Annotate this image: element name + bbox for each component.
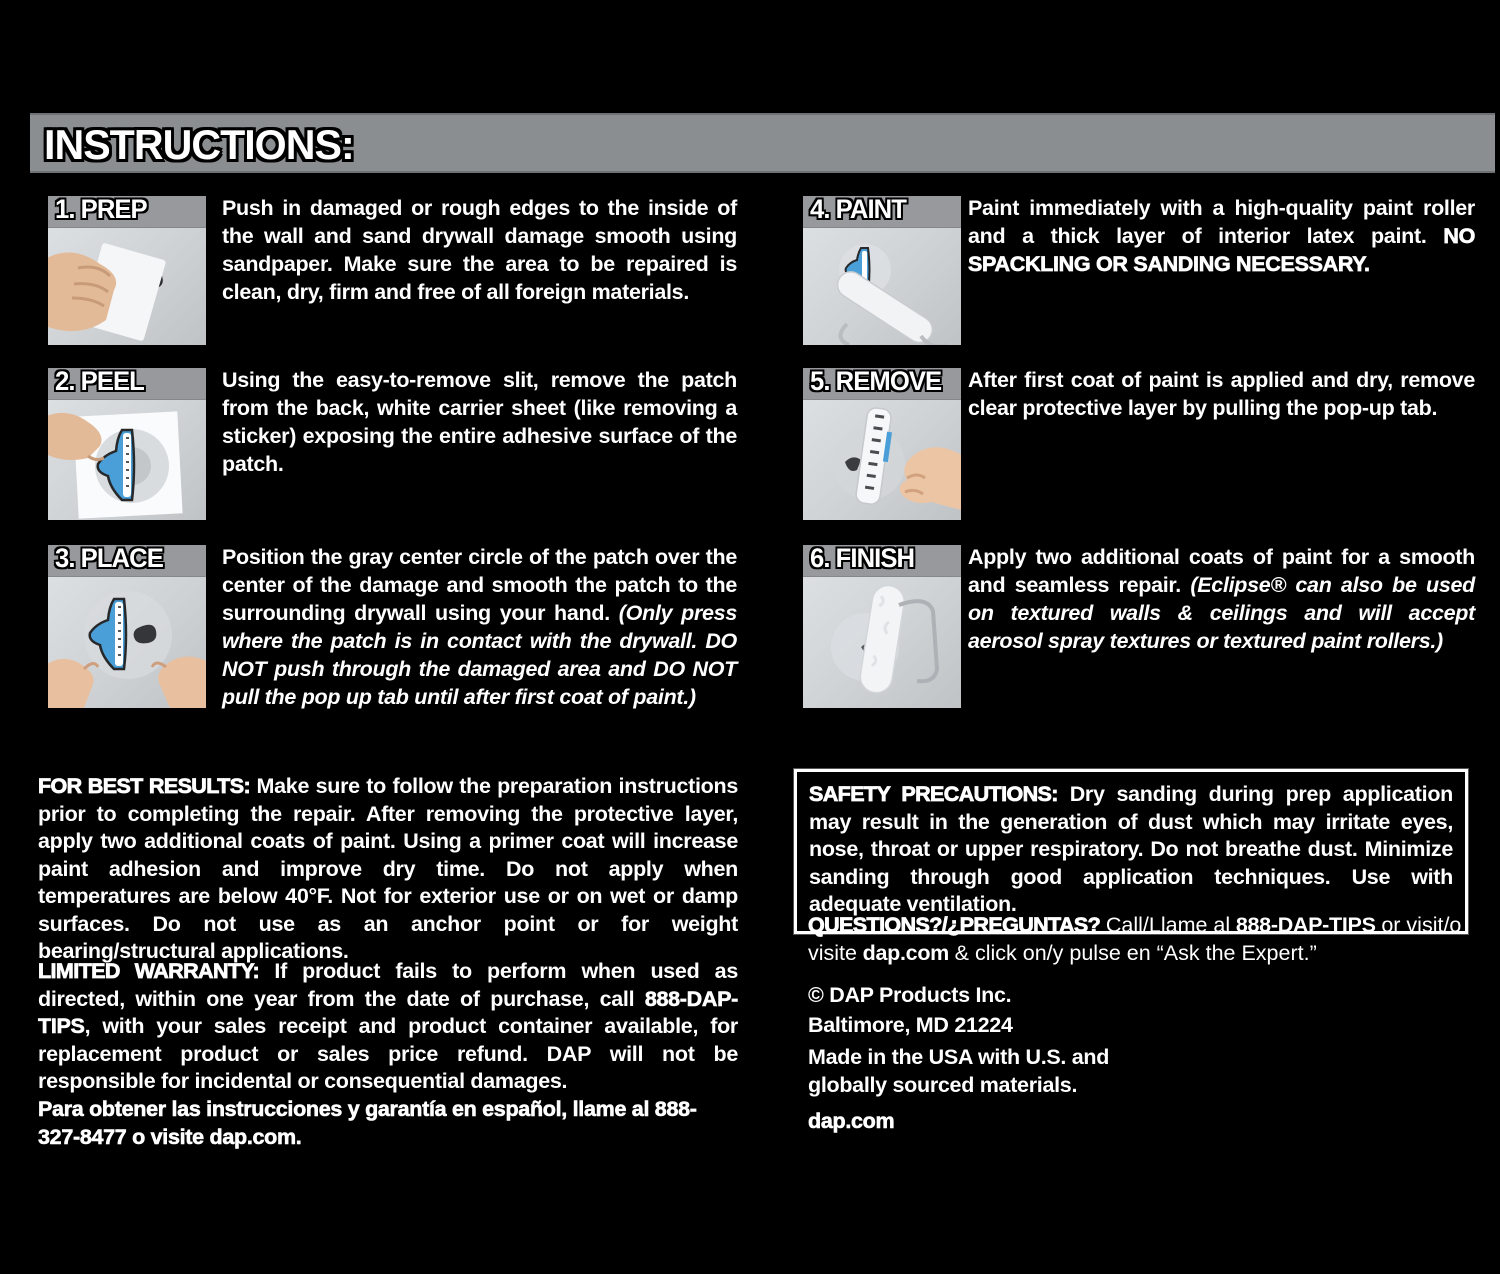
step-text-remove — [968, 366, 1475, 422]
warranty-lead: LIMITED WARRANTY: — [38, 959, 260, 983]
made-in-usa-text: Made in the USA with U.S. and globally sourced materials. — [808, 1045, 1110, 1097]
warranty-phone: 888-DAP-TIPS — [38, 986, 738, 1038]
best-results-text: Make sure to follow the preparation instructions prior to completing the repair. After removing the protective layer, apply two additional coats of paint. Using a primer coat will increase paint adhesion and improve dry time. Do not apply when temperatures are below 40°F. Not for exterior use or on wet or damp surfaces. Do not use as an anchor point or for weight bearing/structural applications. — [38, 774, 738, 963]
questions-text-3: & click on/y pulse en “Ask the Expert.” — [954, 940, 1317, 965]
sanding-hand-illustration — [48, 228, 206, 345]
step-label: 6. FINISH — [810, 543, 915, 573]
step-text-paint — [968, 194, 1475, 278]
questions-phone: 888-DAP-TIPS — [1235, 913, 1376, 937]
hand-shape — [900, 447, 961, 512]
step-photo-finish — [803, 545, 961, 708]
step-label: 1. PREP — [55, 194, 147, 224]
step-3-note: (Only press where the patch is in contact with the drywall. DO NOT push through the damaged area and DO NOT pull the pop up tab until after first coat of paint.) — [222, 601, 737, 709]
safety-text: Dry sanding during prep application may result in the generation of dust which may irritate eyes, nose, throat or upper respiratory. Do not breathe dust. Minimize sanding through good application techniques. Use with adequate ventilation. — [809, 782, 1453, 916]
step-photo-remove — [803, 368, 961, 520]
step-label: 5. REMOVE — [810, 366, 942, 396]
roller-handle-wire — [899, 601, 937, 681]
questions-text-2: or visit/o visite — [808, 913, 1462, 965]
step-6-note: (Eclipse® can also be used on textured walls & ceilings and will accept aerosol spray textures or textured paint rollers.) — [968, 573, 1475, 653]
warranty-text: If product fails to perform when used as directed, within one year from the date of purchase, call — [38, 959, 738, 1011]
step-photo-peel — [48, 368, 206, 520]
company-website-text: dap.com — [808, 1109, 895, 1133]
right-hand-shape — [158, 656, 206, 708]
best-results-lead: FOR BEST RESULTS: — [38, 774, 251, 798]
step-label: 2. PEEL — [55, 366, 144, 396]
step-4-description: Paint immediately with a high-quality paint roller and a thick layer of interior latex paint. — [968, 196, 1475, 248]
tab-strip — [115, 602, 123, 666]
step-1-description: Push in damaged or rough edges to the inside of the wall and sand drywall damage smooth using sandpaper. Make sure the area to be repaired is clean, dry, firm and free of all foreign materials. — [222, 196, 737, 304]
company-address-text: Baltimore, MD 21224 — [808, 1013, 1013, 1037]
step-6-description: Apply two additional coats of paint for a smooth and seamless repair. — [968, 545, 1475, 597]
peel-patch-illustration — [48, 400, 206, 520]
warranty-paragraph — [38, 958, 738, 1096]
questions-lead: QUESTIONS?/¿PREGUNTAS? — [808, 913, 1101, 937]
remove-layer-illustration — [803, 400, 961, 520]
company-name — [808, 982, 1011, 1010]
header-bar — [30, 113, 1495, 173]
tab-strip-marks — [126, 438, 129, 486]
spanish-text: Para obtener las instrucciones y garantía en español, llame al 888-327-8477 o visite dap.com. — [38, 1097, 697, 1149]
questions-text: Call/Llame al — [1105, 913, 1231, 937]
paint-roller-illustration — [803, 228, 961, 345]
made-in-usa — [808, 1044, 1128, 1099]
questions-site: dap.com — [862, 940, 949, 965]
company-website — [808, 1108, 894, 1136]
company-address — [808, 1012, 1013, 1040]
warranty-text-2: , with your sales receipt and product container available, for replacement product or sales price refund. DAP will not be responsible for incidental or consequential damages. — [38, 1014, 738, 1093]
page-title: INSTRUCTIONS: — [44, 121, 354, 168]
spanish-notice — [38, 1096, 738, 1151]
safety-precautions-box — [794, 769, 1468, 934]
company-name-text: © DAP Products Inc. — [808, 983, 1012, 1007]
left-finger-line — [84, 663, 98, 669]
best-results-paragraph — [38, 773, 738, 966]
place-patch-illustration — [48, 577, 206, 708]
questions-paragraph — [808, 912, 1472, 967]
step-text-finish — [968, 543, 1475, 655]
step-3-description: Position the gray center circle of the patch over the center of the damage and smooth the patch to the surrounding drywall using your hand. — [222, 545, 737, 625]
step-label: 4. PAINT — [810, 194, 906, 224]
safety-lead: SAFETY PRECAUTIONS: — [809, 782, 1058, 806]
step-2-description: Using the easy-to-remove slit, remove the patch from the back, white carrier sheet (like removing a sticker) exposing the entire adhesive surface of the patch. — [222, 368, 737, 476]
finish-roller-illustration — [803, 577, 961, 708]
step-photo-paint — [803, 196, 961, 345]
tab-strip-marks — [118, 607, 121, 655]
step-text-prep — [222, 194, 737, 306]
step-4-emphasis: NO SPACKLING OR SANDING NECESSARY. — [968, 224, 1475, 276]
step-photo-prep — [48, 196, 206, 345]
step-text-place — [222, 543, 737, 711]
tab-strip — [123, 433, 131, 497]
step-text-peel — [222, 366, 737, 478]
step-photo-place — [48, 545, 206, 708]
step-label: 3. PLACE — [55, 543, 163, 573]
step-5-description: After first coat of paint is applied and dry, remove clear protective layer by pulling the pop-up tab. — [968, 368, 1475, 420]
